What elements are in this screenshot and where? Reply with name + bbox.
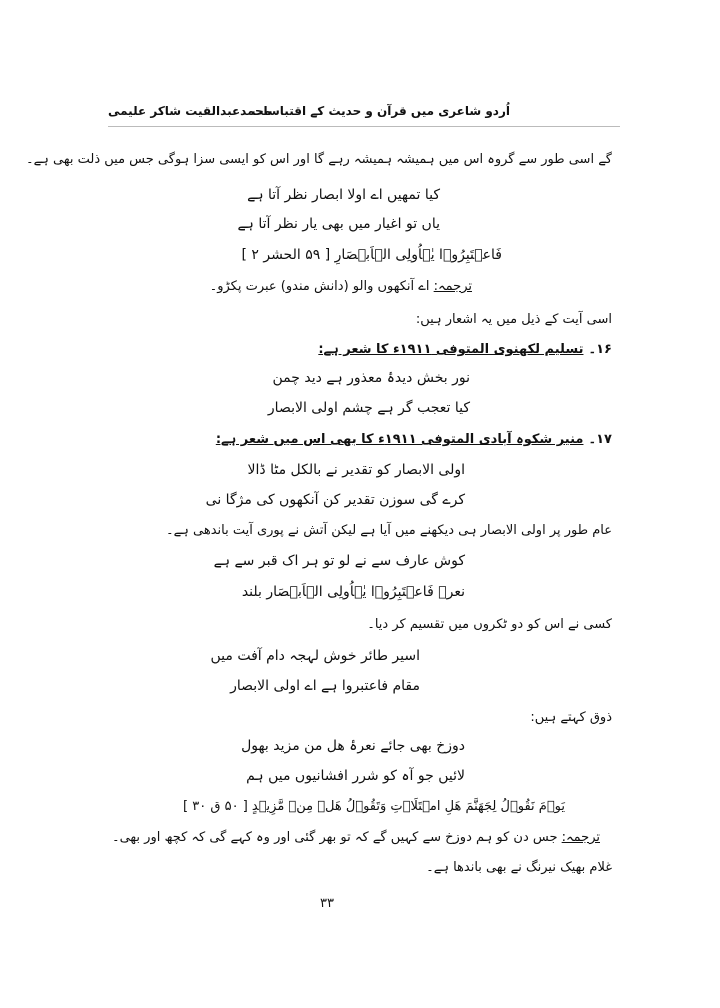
- paragraph-6: غلام بھیک نیرنگ نے بھی باندھا ہے۔: [426, 860, 612, 875]
- translation-label: ترجمہ:: [561, 830, 600, 845]
- verse-line-3: نور بخش دیدۂ معذور ہے دید چمن: [272, 370, 470, 386]
- verse-line-7: کوش عارف سے نے لو تو ہر اک قبر سے ہے: [213, 553, 465, 569]
- verse-line-5: اولی الابصار کو تقدیر نے بالکل مٹا ڈالا: [247, 462, 465, 478]
- translation-text: اے آنکھوں والو (دانش مندو) عبرت پکڑو۔: [209, 279, 430, 294]
- translation-1: [210, 279, 472, 294]
- verse-line-9: اسیر طائر خوش لہجہ دام آفت میں: [210, 648, 420, 664]
- paragraph-2: اسی آیت کے ذیل میں یہ اشعار ہیں:: [415, 312, 612, 327]
- section-number: ۱۶۔: [588, 342, 612, 357]
- section-number: ۱۷۔: [588, 432, 612, 447]
- section-heading-16: [318, 342, 612, 357]
- verse-line-1: کیا تمھیں اے اولا ابصار نظر آتا ہے: [247, 187, 440, 203]
- translation-2: [112, 830, 600, 845]
- verse-line-10: مقام فاعتبروا ہے اے اولی الابصار: [230, 678, 420, 694]
- section-title: تسلیم لکھنوی المتوفی ۱۹۱۱ء کا شعر ہے:: [318, 342, 584, 357]
- verse-line-6: کرے گی سوزن تقدیر کن آنکھوں کی مژگا نی: [205, 492, 465, 508]
- quran-quote-1: فَاعۡتَبِرُوۡا یٰۤاُولِی الۡاَبۡصَارِ [ ۵۹ الحشر ۲ ]: [241, 247, 502, 263]
- quran-quote-2: یَوۡمَ نَقُوۡلُ لِجَهَنَّمَ هَلِ امۡتَلَاۡتِ وَتَقُوۡلُ هَلۡ مِنۡ مَّزِيۡدٍ [ ۵۰ ق ۳۰ ]: [183, 799, 565, 814]
- paragraph-5: ذوق کہتے ہیں:: [530, 710, 612, 725]
- verse-line-8: نعرۂ فَاعۡتَبِرُوۡا یٰۤاُولِی الۡاَبۡصَار بلند: [241, 584, 465, 600]
- verse-line-4: کیا تعجب گر ہے چشم اولی الابصار: [267, 400, 470, 416]
- page-number: ۳۳: [320, 896, 334, 911]
- verse-line-11: دوزخ بھی جائے نعرۂ ھل من مزید بھول: [241, 738, 465, 754]
- paragraph-4: کسی نے اس کو دو ٹکروں میں تقسیم کر دیا۔: [367, 617, 612, 632]
- section-heading-17: [216, 432, 612, 447]
- translation-text: جس دن کو ہم دوزخ سے کہیں گے کہ تو بھر گئی اور وہ کہے گی کہ کچھ اور بھی۔: [111, 830, 558, 845]
- paragraph-3: عام طور پر اولی الابصار ہی دیکھنے میں آیا ہے لیکن آتش نے پوری آیت باندھی ہے۔: [166, 523, 612, 538]
- running-header-author: محمدعبدالقیت شاکر علیمی: [108, 104, 272, 118]
- verse-line-2: یاں تو اغیار میں بھی یار نظر آتا ہے: [237, 216, 440, 232]
- section-title: منیر شکوہ آبادی المتوفی ۱۹۱۱ء کا بھی اس میں شعر ہے:: [215, 432, 584, 447]
- running-header-title: اُردو شاعری میں قرآن و حدیث کے اقتباسات: [251, 104, 510, 118]
- header-rule: [108, 126, 620, 127]
- translation-label: ترجمہ:: [433, 279, 472, 294]
- paragraph-1: گے اسی طور سے گروہ اس میں ہمیشہ ہمیشہ رہے گا اور اس کو ایسی سزا ہوگی جس میں ذلت بھی ہے۔: [26, 152, 612, 167]
- verse-line-12: لائیں جو آہ کو شرر افشانیوں میں ہم: [246, 768, 465, 784]
